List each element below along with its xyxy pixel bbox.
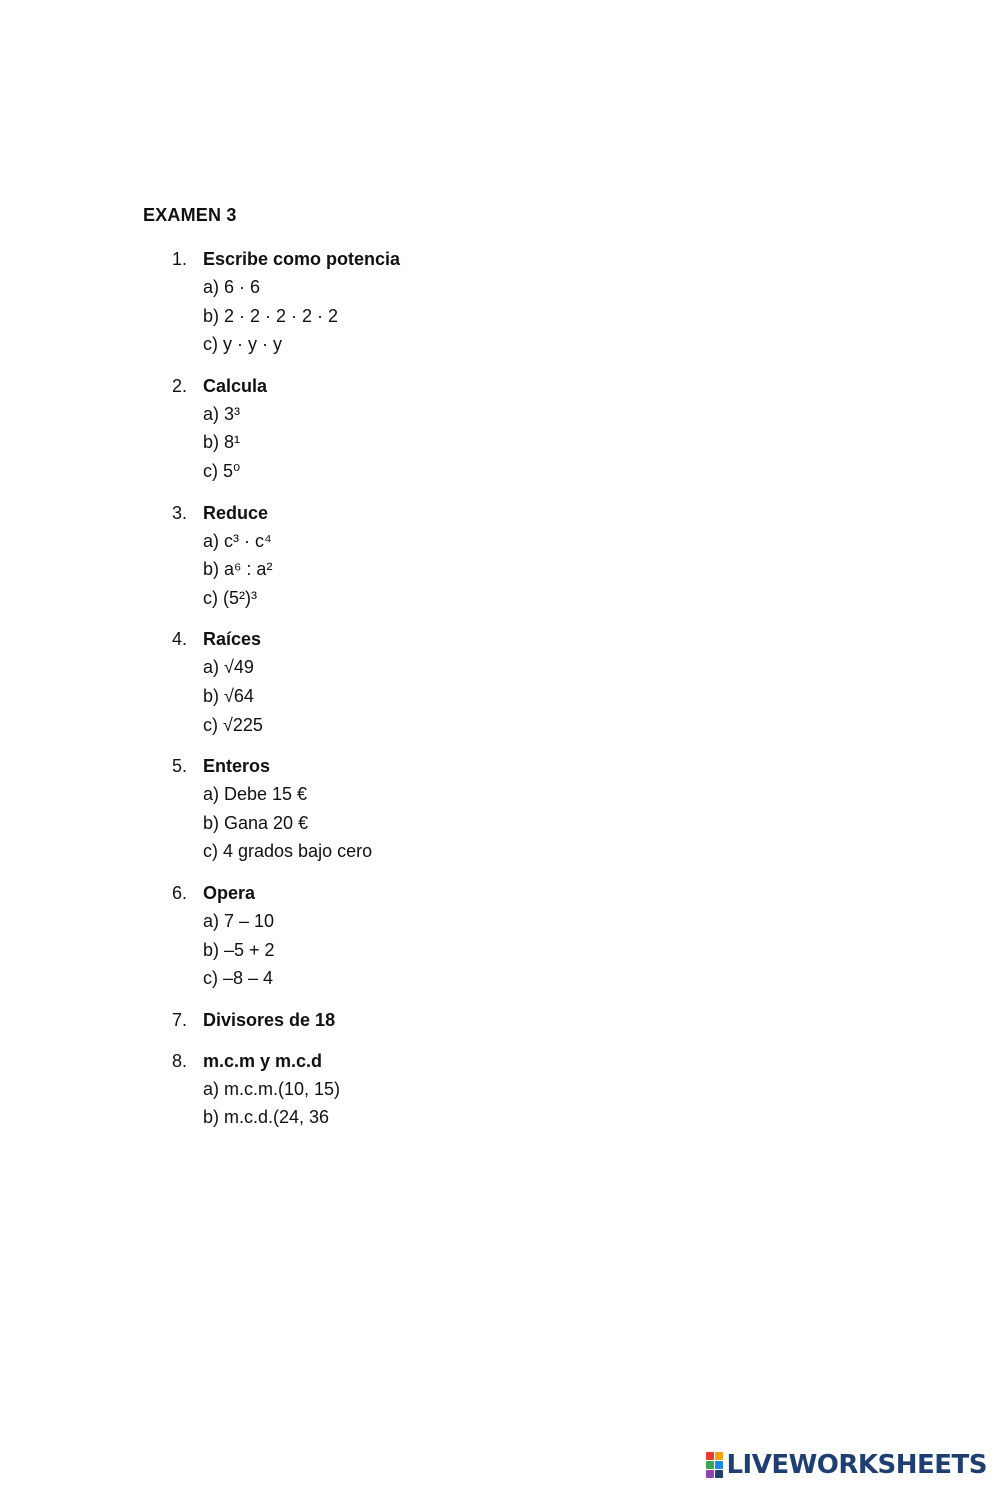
question-title: m.c.m y m.c.d <box>203 1050 323 1071</box>
sub-item: b) m.c.d.(24, 36 <box>203 1107 330 1128</box>
exam-title: EXAMEN 3 <box>143 205 237 225</box>
sub-item: b) √64 <box>203 685 254 706</box>
logo-text: LIVEWORKSHEETS <box>726 1450 987 1480</box>
question-number: 8. <box>172 1050 188 1071</box>
sub-item: b) –5 + 2 <box>203 939 275 960</box>
sub-item-list <box>172 273 772 359</box>
sub-item-list <box>172 527 772 613</box>
sub-item: c) y · y · y <box>203 334 282 355</box>
question-list <box>172 246 772 1146</box>
sub-item-list <box>172 907 772 993</box>
question-7 <box>172 1007 772 1034</box>
question-number: 6. <box>172 882 188 903</box>
sub-item-list <box>172 400 772 486</box>
sub-item: b) 2 · 2 · 2 · 2 · 2 <box>203 305 339 326</box>
question-header <box>172 373 772 400</box>
sub-item: b) Gana 20 € <box>203 812 309 833</box>
sub-item-list <box>172 780 772 866</box>
sub-item: a) m.c.m.(10, 15) <box>203 1078 341 1099</box>
sub-item: a) √49 <box>203 657 254 678</box>
logo-mark-icon <box>706 1452 723 1478</box>
sub-item: c) √225 <box>203 714 263 735</box>
logo-square <box>706 1452 714 1460</box>
question-number: 3. <box>172 502 188 523</box>
sub-item-list <box>172 653 772 739</box>
question-number: 4. <box>172 629 188 650</box>
logo-square <box>715 1470 723 1478</box>
question-title: Divisores de 18 <box>203 1009 336 1030</box>
question-header <box>172 246 772 273</box>
question-title: Reduce <box>203 502 269 523</box>
question-number: 7. <box>172 1009 188 1030</box>
question-title: Enteros <box>203 756 271 777</box>
logo-square <box>706 1461 714 1469</box>
question-2 <box>172 373 772 486</box>
sub-item: b) a⁶ : a² <box>203 559 273 580</box>
sub-item: c) 5⁰ <box>203 460 241 481</box>
logo-square <box>706 1470 714 1478</box>
logo-square <box>715 1461 723 1469</box>
sub-item: c) (5²)³ <box>203 587 257 608</box>
question-number: 2. <box>172 375 188 396</box>
question-header <box>172 753 772 780</box>
sub-item: a) 7 – 10 <box>203 910 275 931</box>
sub-item: b) 8¹ <box>203 432 241 453</box>
question-header <box>172 626 772 653</box>
sub-item: c) –8 – 4 <box>203 968 274 989</box>
question-header <box>172 500 772 527</box>
question-8 <box>172 1048 772 1132</box>
question-number: 5. <box>172 756 188 777</box>
liveworksheets-logo <box>706 1450 987 1480</box>
sub-item: c) 4 grados bajo cero <box>203 841 373 862</box>
sub-item: a) 6 · 6 <box>203 277 261 297</box>
question-number: 1. <box>172 249 188 269</box>
question-header <box>172 880 772 907</box>
sub-item-list <box>172 1075 772 1132</box>
logo-square <box>715 1452 723 1460</box>
sub-item: a) c³ · c⁴ <box>203 530 272 551</box>
question-5 <box>172 753 772 866</box>
question-header <box>172 1007 772 1034</box>
question-6 <box>172 880 772 993</box>
question-title: Calcula <box>203 375 268 396</box>
sub-item: a) Debe 15 € <box>203 784 308 805</box>
question-title: Opera <box>203 882 256 903</box>
question-header <box>172 1048 772 1075</box>
question-title: Escribe como potencia <box>203 249 401 269</box>
question-title: Raíces <box>203 629 262 650</box>
question-3 <box>172 500 772 613</box>
question-1 <box>172 246 772 359</box>
question-4 <box>172 626 772 739</box>
sub-item: a) 3³ <box>203 403 241 424</box>
